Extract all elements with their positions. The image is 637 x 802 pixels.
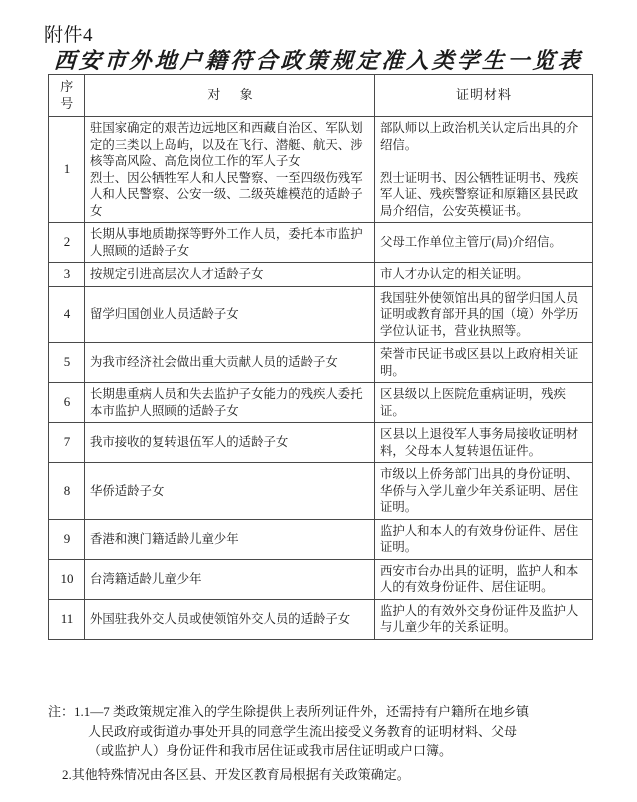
row-object: 台湾籍适龄儿童少年 (85, 559, 375, 599)
table-row (49, 559, 593, 599)
row-object: 长期从事地质勘探等野外工作人员，委托本市监护人照顾的适龄子女 (85, 223, 375, 263)
table-row (49, 383, 593, 423)
admission-categories-table (48, 74, 593, 640)
row-documents-part-1: 部队师以上政治机关认定后出具的介绍信。 (380, 121, 579, 152)
row-documents: 荣誉市民证书或区县以上政府相关证明。 (375, 343, 593, 383)
row-documents: 监护人的有效外交身份证件及监护人与儿童少年的关系证明。 (375, 599, 593, 639)
table-row (49, 223, 593, 263)
row-object: 香港和澳门籍适龄儿童少年 (85, 519, 375, 559)
row-object-part-2: 烈士、因公牺牲军人和人民警察、一至四级伤残军人和人民警察、公安一级、二级英雄模范的适龄子女 (90, 170, 363, 218)
row-object: 华侨适龄子女 (85, 463, 375, 520)
table-row (49, 599, 593, 639)
table-row (49, 519, 593, 559)
table-row (49, 263, 593, 287)
footnote-1-line-1: 注：1.1—7 类政策规定准入的学生除提供上表所列证件外，还需持有户籍所在地乡镇 (48, 704, 530, 719)
documents-spacer (380, 153, 588, 170)
table-row (49, 286, 593, 343)
row-documents: 区县以上退役军人事务局接收证明材料，父母本人复转退伍证件。 (375, 423, 593, 463)
row-number: 5 (49, 343, 85, 383)
footnote-1-line-2: 人民政府或街道办事处开具的同意学生流出接受义务教育的证明材料、父母 (88, 723, 518, 739)
table-row (49, 423, 593, 463)
table-row (49, 343, 593, 383)
row-object-part-1: 驻国家确定的艰苦边远地区和西藏自治区、军队划定的三类以上岛屿，以及在飞行、潜艇、航天、涉核等高风险、高危岗位工作的军人子女 (90, 121, 363, 168)
table-container (48, 74, 592, 640)
document-title: 西安市外地户籍符合政策规定准入类学生一览表 (53, 48, 584, 74)
row-documents: 我国驻外使领馆出具的留学归国人员证明或教育部开具的国（境）外学历学位认证书，营业执照等。 (375, 286, 593, 343)
column-header-no: 序号 (49, 75, 85, 117)
table-row (49, 463, 593, 520)
footnote-1-line-3: （或监护人）身份证件和我市居住证或我市居住证明或户口簿。 (88, 743, 453, 758)
row-documents: 市人才办认定的相关证明。 (375, 263, 593, 287)
row-object: 我市接收的复转退伍军人的适龄子女 (85, 423, 375, 463)
row-object: 留学归国创业人员适龄子女 (85, 286, 375, 343)
row-object: 为我市经济社会做出重大贡献人员的适龄子女 (85, 343, 375, 383)
column-header-object: 对 象 (85, 75, 375, 117)
row-number: 11 (49, 599, 85, 639)
row-number: 3 (49, 263, 85, 287)
table-row (49, 117, 593, 223)
row-documents: 西安市台办出具的证明，监护人和本人的有效身份证件、居住证明。 (375, 559, 593, 599)
column-header-documents: 证明材料 (375, 75, 593, 117)
row-number: 10 (49, 559, 85, 599)
row-documents (375, 117, 593, 223)
row-number: 1 (49, 117, 85, 223)
row-documents: 区县级以上医院危重病证明，残疾证。 (375, 383, 593, 423)
row-documents: 市级以上侨务部门出具的身份证明、华侨与入学儿童少年关系证明、居住证明。 (375, 463, 593, 520)
row-number: 9 (49, 519, 85, 559)
row-documents-part-2: 烈士证明书、因公牺牲证明书、残疾军人证、残疾警察证和原籍区县民政局介绍信，公安英模证书。 (380, 170, 579, 218)
row-object: 外国驻我外交人员或使领馆外交人员的适龄子女 (85, 599, 375, 639)
row-object: 长期患重病人员和失去监护子女能力的残疾人委托本市监护人照顾的适龄子女 (85, 383, 375, 423)
row-number: 7 (49, 423, 85, 463)
footnote-2: 2.其他特殊情况由各区县、开发区教育局根据有关政策确定。 (62, 766, 410, 782)
row-documents: 监护人和本人的有效身份证件、居住证明。 (375, 519, 593, 559)
row-number: 4 (49, 286, 85, 343)
row-documents: 父母工作单位主管厅(局)介绍信。 (375, 223, 593, 263)
table-header-row (49, 75, 593, 117)
row-object: 按规定引进高层次人才适龄子女 (85, 263, 375, 287)
footnotes (48, 702, 608, 784)
attachment-label: 附件4 (44, 25, 94, 46)
row-object (85, 117, 375, 223)
row-number: 8 (49, 463, 85, 520)
row-number: 2 (49, 223, 85, 263)
row-number: 6 (49, 383, 85, 423)
